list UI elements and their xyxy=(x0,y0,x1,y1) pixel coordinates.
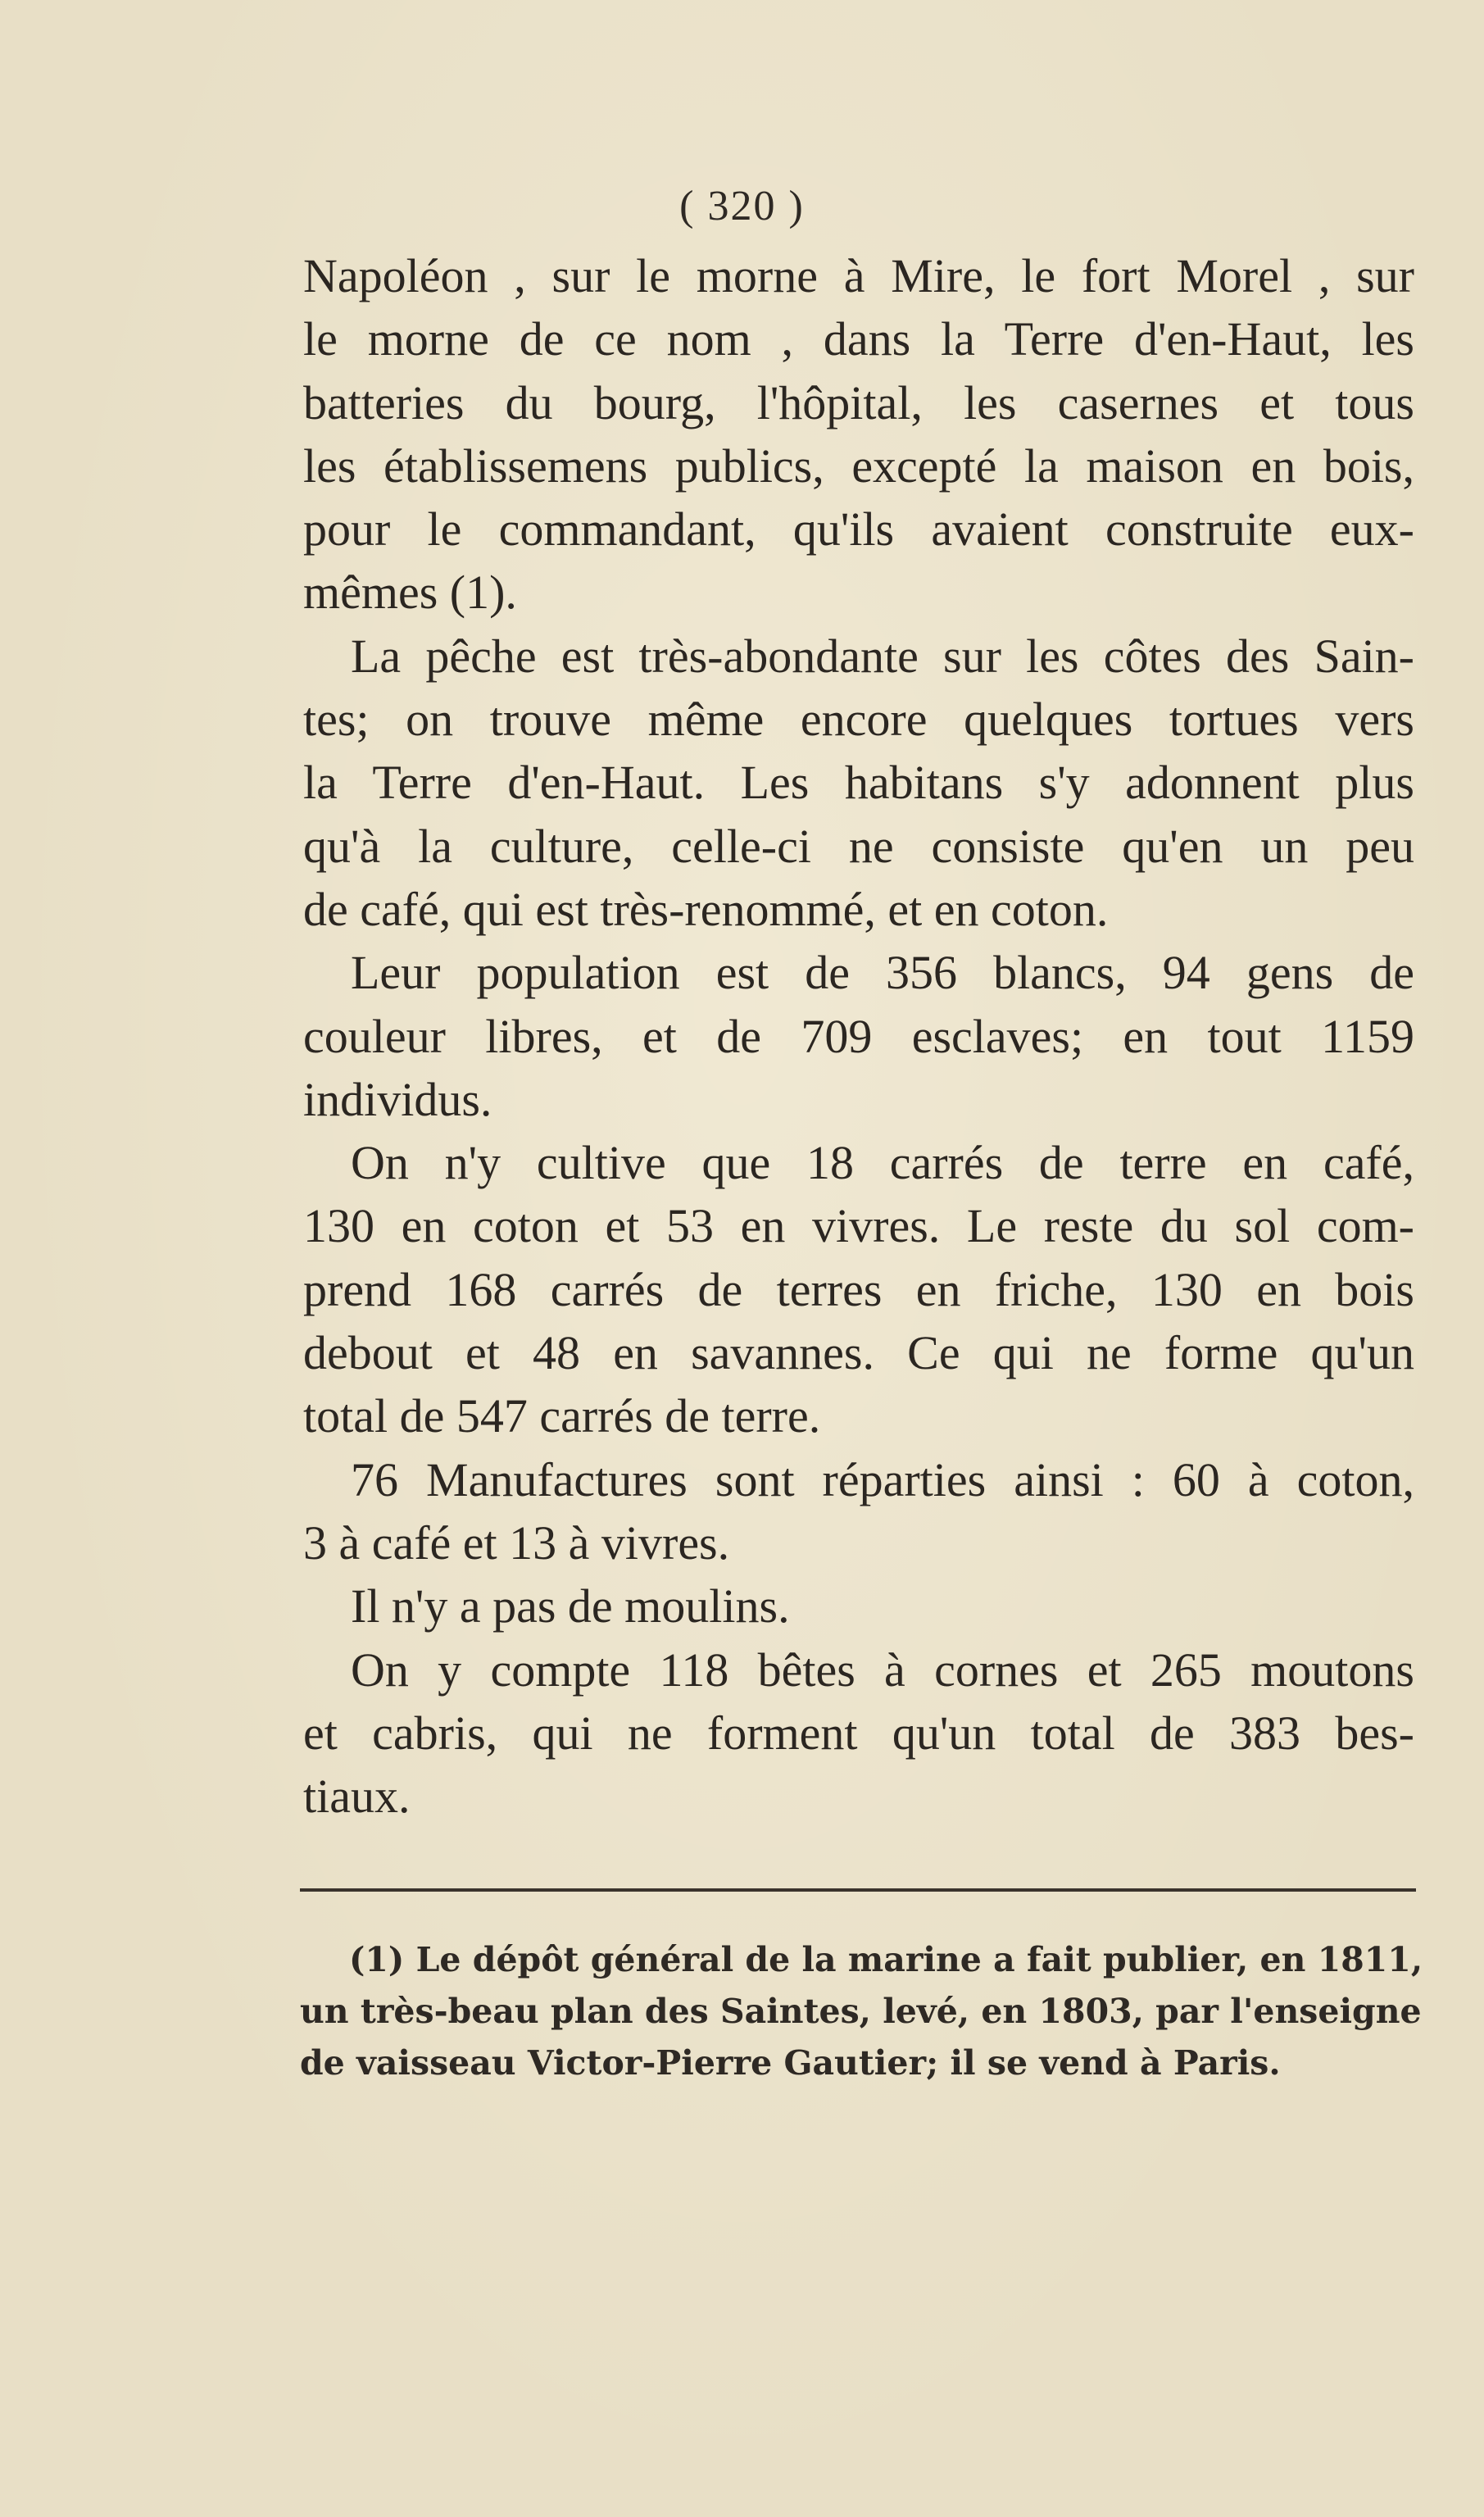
text-line: 3 à café et 13 à vivres. xyxy=(303,1515,730,1570)
footnote-divider xyxy=(300,1888,1416,1892)
footnote-line: un très-beau plan des Saintes, levé, en 1803, par l'enseigne xyxy=(300,1992,1422,2031)
text-line: total de 547 carrés de terre. xyxy=(303,1389,821,1443)
text-line: de café, qui est très-renommé, et en coton. xyxy=(303,882,1109,936)
text-line: On n'y cultive que 18 carrés de terre en café, xyxy=(351,1136,1414,1190)
main-text xyxy=(303,244,1414,1828)
text-line: la Terre d'en-Haut. Les habitans s'y adonnent plus xyxy=(303,756,1414,810)
text-line: On y compte 118 bêtes à cornes et 265 moutons xyxy=(351,1642,1414,1697)
text-line: Napoléon , sur le morne à Mire, le fort Morel , sur xyxy=(303,249,1414,302)
text-line: pour le commandant, qu'ils avaient construite eux- xyxy=(303,502,1414,557)
text-line: le morne de ce nom , dans la Terre d'en-Haut, les xyxy=(303,312,1414,366)
footnote-line: (1) Le dépôt général de la marine a fait publier, en 1811, xyxy=(349,1940,1423,1979)
text-line: qu'à la culture, celle-ci ne consiste qu'en un peu xyxy=(303,819,1414,873)
page-number: ( 320 ) xyxy=(679,183,805,229)
text-line: et cabris, qui ne forment qu'un total de 383 bes- xyxy=(303,1706,1414,1760)
text-line: les établissemens publics, excepté la maison en bois, xyxy=(303,438,1414,493)
text-line: 130 en coton et 53 en vivres. Le reste du sol com- xyxy=(303,1199,1414,1253)
footnote-line: de vaisseau Victor-Pierre Gautier; il se vend à Paris. xyxy=(300,2043,1281,2083)
text-line: Leur population est de 356 blancs, 94 gens de xyxy=(351,946,1414,1000)
text-line: individus. xyxy=(303,1072,492,1126)
text-line: tes; on trouve même encore quelques tortues vers xyxy=(303,693,1414,747)
text-line: mêmes (1). xyxy=(303,566,517,620)
text-line: prend 168 carrés de terres en friche, 130 en bois xyxy=(303,1262,1414,1316)
text-line: couleur libres, et de 709 esclaves; en tout 1159 xyxy=(303,1009,1414,1063)
text-line: 76 Manufactures sont réparties ainsi : 60 à coton, xyxy=(351,1452,1414,1506)
text-line: Il n'y a pas de moulins. xyxy=(351,1579,790,1633)
text-line: La pêche est très-abondante sur les côtes des Sain- xyxy=(351,629,1414,683)
text-line: debout et 48 en savannes. Ce qui ne forme qu'un xyxy=(303,1326,1414,1380)
text-line: tiaux. xyxy=(303,1770,411,1824)
text-line: batteries du bourg, l'hôpital, les casernes et tous xyxy=(303,375,1414,429)
footnote xyxy=(300,1934,1423,2089)
